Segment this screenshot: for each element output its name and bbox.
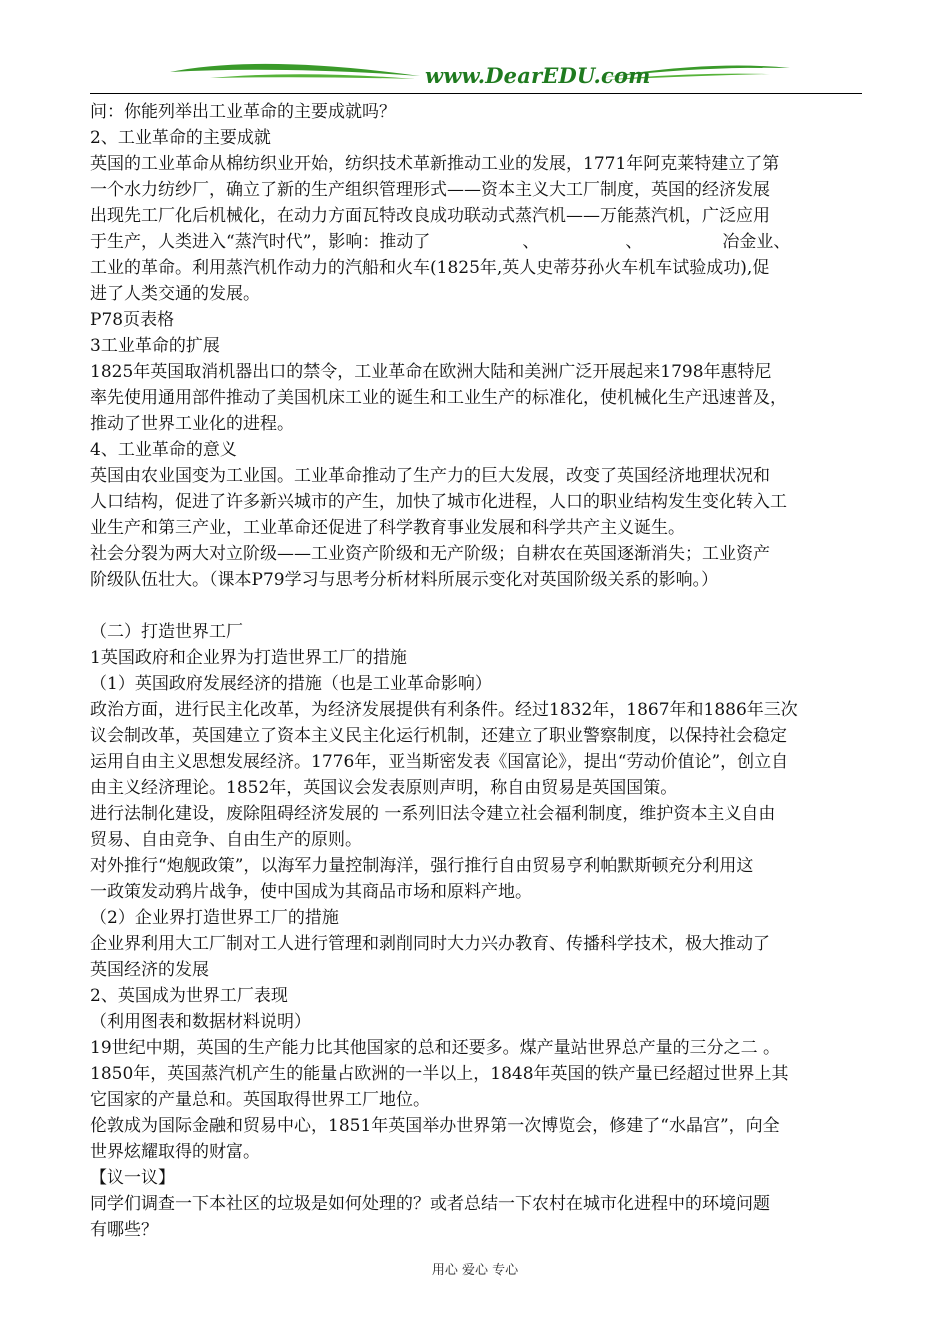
- blank-separator: 、: [522, 232, 540, 252]
- subsection-heading: （1）英国政府发展经济的措施（也是工业革命影响）: [90, 674, 492, 694]
- paragraph-line: 推动了世界工业化的进程。: [90, 414, 294, 434]
- paragraph-line: 企业界利用大工厂制对工人进行管理和剥削同时大力兴办教育、传播科学技术，极大推动了: [90, 934, 770, 954]
- paragraph-line: 业生产和第三产业，工业革命还促进了科学教育事业发展和科学共产主义诞生。: [90, 518, 685, 538]
- paragraph-line: 议会制改革，英国建立了资本主义民主化运行机制，还建立了职业警察制度，以保持社会稳定: [90, 726, 787, 746]
- paragraph-line: 社会分裂为两大对立阶级——工业资产阶级和无产阶级；自耕农在英国逐渐消失；工业资产: [90, 544, 770, 564]
- blank-line: [90, 593, 870, 619]
- paragraph-line: 阶级队伍壮大。（课本P79学习与思考分析材料所展示变化对英国阶级关系的影响。）: [90, 570, 719, 590]
- paragraph-line: 人口结构，促进了许多新兴城市的产生，加快了城市化进程，人口的职业结构发生变化转入工: [90, 492, 787, 512]
- paragraph-line: 1850年，英国蒸汽机产生的能量占欧洲的一半以上，1848年英国的铁产量已经超过世界上其: [90, 1064, 789, 1084]
- paragraph-line: 1825年英国取消机器出口的禁令，工业革命在欧洲大陆和美洲广泛开展起来1798年惠特尼: [90, 362, 772, 382]
- paragraph-line: 有哪些？: [90, 1220, 158, 1240]
- paragraph-line: 英国的工业革命从棉纺织业开始，纺织技术革新推动工业的发展，1771年阿克莱特建立了第: [90, 154, 780, 174]
- site-logo-text[interactable]: www.DearEDU.com: [425, 63, 651, 88]
- line-text: 冶金业、: [722, 232, 791, 252]
- page-footer: 用心 爱心 专心: [431, 1263, 519, 1278]
- paragraph-line: 一政策发动鸦片战争，使中国成为其商品市场和原料产地。: [90, 882, 532, 902]
- section-heading: （二）打造世界工厂: [90, 622, 243, 642]
- subsection-heading: （2）企业界打造世界工厂的措施: [90, 908, 339, 928]
- paragraph-line: 由主义经济理论。1852年，英国议会发表原则声明，称自由贸易是英国国策。: [90, 778, 678, 798]
- paragraph-line: 19世纪中期，英国的生产能力比其他国家的总和还要多。煤产量站世界总产量的三分之二 。: [90, 1038, 781, 1058]
- paragraph-line: 它国家的产量总和。英国取得世界工厂地位。: [90, 1090, 430, 1110]
- paragraph-line: 同学们调查一下本社区的垃圾是如何处理的？或者总结一下农村在城市化进程中的环境问题: [90, 1194, 770, 1214]
- paragraph-line: 进了人类交通的发展。: [90, 284, 260, 304]
- section-heading: 3工业革命的扩展: [90, 336, 220, 356]
- paragraph-line: 工业的革命。利用蒸汽机作动力的汽船和火车(1825年,英人史蒂芬孙火车机车试验成功),促: [90, 258, 770, 278]
- paragraph-line: 英国由农业国变为工业国。工业革命推动了生产力的巨大发展，改变了英国经济地理状况和: [90, 466, 770, 486]
- line-text: 于生产，人类进入“蒸汽时代”，影响：推动了: [90, 232, 431, 252]
- document-body: [90, 99, 870, 1243]
- paragraph-line: 一个水力纺纱厂，确立了新的生产组织管理形式——资本主义大工厂制度，英国的经济发展: [90, 180, 770, 200]
- paragraph-line: 英国经济的发展: [90, 960, 209, 980]
- paragraph-line: 世界炫耀取得的财富。: [90, 1142, 260, 1162]
- note-line: （利用图表和数据材料说明）: [90, 1012, 311, 1032]
- fill-in-blank-line: [90, 229, 870, 255]
- left-swoosh: [170, 64, 420, 76]
- paragraph-line: 率先使用通用部件推动了美国机床工业的诞生和工业生产的标准化，使机械化生产迅速普及，: [90, 388, 787, 408]
- section-heading: 2、英国成为世界工厂表现: [90, 986, 288, 1006]
- subsection-heading: 1英国政府和企业界为打造世界工厂的措施: [90, 648, 407, 668]
- paragraph-line: 出现先工厂化后机械化，在动力方面瓦特改良成功联动式蒸汽机——万能蒸汽机，广泛应用: [90, 206, 770, 226]
- section-heading: 4、工业革命的意义: [90, 440, 237, 460]
- header-divider: [90, 93, 862, 94]
- left-swoosh-tail: [210, 74, 415, 79]
- site-header: [90, 52, 860, 96]
- discussion-heading: 【议一议】: [90, 1168, 175, 1188]
- paragraph-line: 贸易、自由竞争、自由生产的原则。: [90, 830, 362, 850]
- paragraph-line: 政治方面，进行民主化改革，为经济发展提供有利条件。经过1832年，1867年和1886年三次: [90, 700, 798, 720]
- paragraph-line: 进行法制化建设，废除阻碍经济发展的 一系列旧法令建立社会福利制度，维护资本主义自由: [90, 804, 776, 824]
- question-line: 问：你能列举出工业革命的主要成就吗？: [90, 102, 396, 122]
- paragraph-line: 对外推行“炮舰政策”，以海军力量控制海洋，强行推行自由贸易亨利帕默斯顿充分利用这: [90, 856, 754, 876]
- table-reference: P78页表格: [90, 310, 175, 330]
- paragraph-line: 运用自由主义思想发展经济。1776年，亚当斯密发表《国富论》，提出“劳动价值论”，创立自: [90, 752, 789, 772]
- blank-separator: 、: [625, 232, 643, 252]
- section-heading: 2、工业革命的主要成就: [90, 128, 271, 148]
- paragraph-line: 伦敦成为国际金融和贸易中心，1851年英国举办世界第一次博览会，修建了“水晶宫”，向全: [90, 1116, 780, 1136]
